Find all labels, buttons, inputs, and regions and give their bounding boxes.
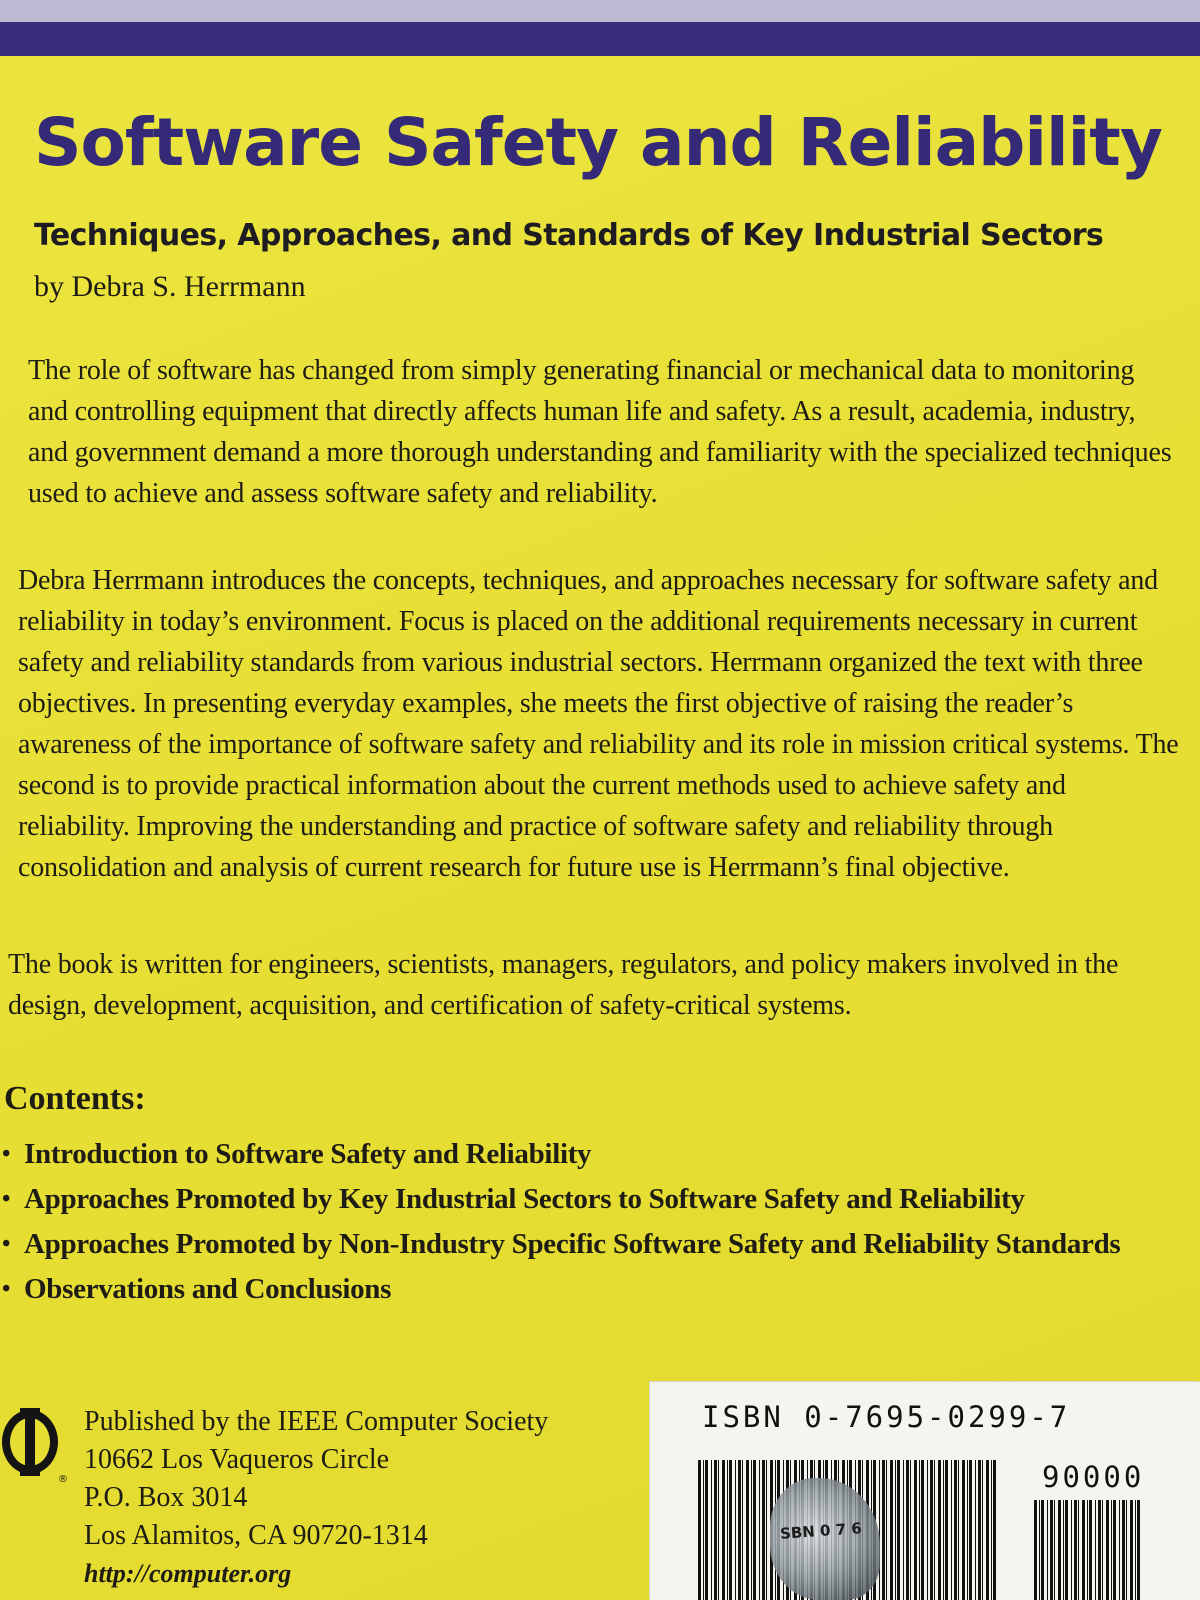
barcode-bar xyxy=(766,1460,767,1600)
description-paragraph-2: Debra Herrmann introduces the concepts, techniques, and approaches necessary for software safety and reliability in today’s environment. Focus is placed on the additional requirements necessary in current safety and reliability standards from various industrial sectors. Herrmann organized the text with three objectives. In presenting everyday examples, she meets the first objective of raising the reader’s awareness of the importance of software safety and reliability and its role in mission critical systems. The second is to provide practical information about the current methods used to achieve safety and reliability. Improving the understanding and practice of software safety and reliability through consolidation and analysis of current research for future use is Herrmann’s final objective. xyxy=(18,565,1179,883)
barcode-bar xyxy=(1135,1500,1136,1600)
list-item xyxy=(0,1222,1120,1267)
ieee-computer-society-logo-icon xyxy=(0,1402,70,1492)
barcode-bar xyxy=(1065,1500,1068,1600)
barcode-bar xyxy=(879,1460,880,1600)
barcode-bar xyxy=(951,1460,952,1600)
barcode-bar xyxy=(1098,1500,1101,1600)
barcode-bar xyxy=(945,1460,948,1600)
barcode-bar xyxy=(910,1460,911,1600)
list-item xyxy=(0,1132,1120,1177)
barcode-bar xyxy=(1071,1500,1072,1600)
barcode-bar xyxy=(897,1460,900,1600)
book-author: by Debra S. Herrmann xyxy=(34,270,306,303)
barcode-bar xyxy=(982,1460,983,1600)
barcode-bar xyxy=(1102,1500,1103,1600)
barcode-bar xyxy=(930,1460,933,1600)
barcode-bar xyxy=(882,1460,885,1600)
barcode-bar xyxy=(703,1460,704,1600)
publisher-po-box: P.O. Box 3014 xyxy=(84,1482,248,1513)
barcode-bar xyxy=(927,1460,928,1600)
description-paragraph-3: The book is written for engineers, scientists, managers, regulators, and policy makers involved in the design, development, acquisition, and certification of safety-critical systems. xyxy=(8,949,1119,1021)
contents-item-label: Introduction to Software Safety and Reliability xyxy=(24,1138,592,1170)
registered-mark: ® xyxy=(58,1474,68,1485)
barcode-bar xyxy=(1089,1500,1092,1600)
barcode-bar xyxy=(921,1460,924,1600)
barcode-bar xyxy=(906,1460,909,1600)
barcode-bar xyxy=(969,1460,972,1600)
barcode-bar xyxy=(978,1460,981,1600)
barcode-bar xyxy=(1078,1500,1079,1600)
barcode-bar xyxy=(975,1460,976,1600)
barcode-bar xyxy=(711,1460,712,1600)
barcode-bar xyxy=(1106,1500,1109,1600)
barcode-bar xyxy=(1054,1500,1055,1600)
barcode-addon-bars xyxy=(1034,1500,1144,1600)
publisher-block xyxy=(84,1403,548,1593)
contents-item-label: Approaches Promoted by Key Industrial Sectors to Software Safety and Reliability xyxy=(24,1183,1025,1215)
barcode-bar xyxy=(1039,1500,1040,1600)
contents-heading: Contents: xyxy=(4,1080,146,1117)
barcode-bar xyxy=(1122,1500,1125,1600)
barcode-bar xyxy=(903,1460,904,1600)
barcode-bar xyxy=(1047,1500,1048,1600)
barcode-bar xyxy=(1119,1500,1120,1600)
barcode-bar xyxy=(705,1460,708,1600)
barcode-bar xyxy=(962,1460,965,1600)
barcode-bar xyxy=(986,1460,989,1600)
barcode-bar xyxy=(934,1460,935,1600)
bullet-icon: • xyxy=(2,1141,11,1167)
barcode-bar xyxy=(714,1460,717,1600)
barcode-bar xyxy=(759,1460,760,1600)
barcode-bar xyxy=(738,1460,741,1600)
damaged-isbn-text: SBN 0 7 6 xyxy=(779,1519,863,1543)
barcode-bar xyxy=(890,1460,893,1600)
barcode-bar xyxy=(954,1460,957,1600)
barcode-bar xyxy=(1095,1500,1096,1600)
barcode-bar xyxy=(1050,1500,1053,1600)
barcode-bar xyxy=(1113,1500,1116,1600)
barcode-bar xyxy=(762,1460,765,1600)
top-color-band xyxy=(0,22,1200,56)
bullet-icon: • xyxy=(2,1186,11,1212)
list-item xyxy=(0,1177,1120,1222)
publisher-street: 10662 Los Vaqueros Circle xyxy=(84,1444,390,1475)
bullet-icon: • xyxy=(2,1231,11,1257)
description-paragraph-1: The role of software has changed from simply generating financial or mechanical data to monitoring and controlling equipment that directly affects human life and safety. As a result, academia, industry, and government demand a more thorough understanding and familiarity with the specialized techniques used to achieve and assess software safety and reliability. xyxy=(28,355,1172,509)
barcode-bar xyxy=(1111,1500,1112,1600)
barcode-bar xyxy=(958,1460,959,1600)
barcode-bar xyxy=(1126,1500,1127,1600)
list-item xyxy=(0,1267,1120,1312)
barcode-bar xyxy=(938,1460,941,1600)
isbn-number: ISBN 0-7695-0299-7 xyxy=(702,1400,1071,1434)
barcode-bar xyxy=(943,1460,944,1600)
barcode-bar xyxy=(735,1460,736,1600)
barcode-bar xyxy=(718,1460,719,1600)
barcode-bar xyxy=(914,1460,917,1600)
barcode-bar xyxy=(746,1460,749,1600)
barcode-bar xyxy=(919,1460,920,1600)
barcode-bar xyxy=(742,1460,743,1600)
barcode-bar xyxy=(722,1460,725,1600)
barcode-bar xyxy=(1058,1500,1061,1600)
barcode-bar xyxy=(727,1460,728,1600)
barcode-bar xyxy=(886,1460,887,1600)
price-code: 90000 xyxy=(1042,1460,1145,1494)
barcode-bar xyxy=(993,1460,996,1600)
top-edge xyxy=(0,0,1200,22)
barcode-bar xyxy=(895,1460,896,1600)
barcode-bar xyxy=(1074,1500,1077,1600)
barcode-bar xyxy=(698,1460,701,1600)
publisher-name: Published by the IEEE Computer Society xyxy=(84,1406,549,1437)
barcode-bar xyxy=(991,1460,992,1600)
barcode-bar xyxy=(1041,1500,1044,1600)
barcode-bar xyxy=(751,1460,752,1600)
barcode-bar xyxy=(967,1460,968,1600)
barcode-bar xyxy=(1082,1500,1085,1600)
barcode-bar xyxy=(729,1460,732,1600)
barcode-bar xyxy=(1130,1500,1133,1600)
contents-list xyxy=(0,1132,1120,1312)
contents-item-label: Observations and Conclusions xyxy=(24,1273,392,1305)
book-title: Software Safety and Reliability xyxy=(34,104,1162,181)
barcode-bar xyxy=(1087,1500,1088,1600)
barcode-bar xyxy=(1034,1500,1037,1600)
barcode-label xyxy=(650,1382,1200,1600)
barcode-bar xyxy=(753,1460,756,1600)
publisher-url: http://computer.org xyxy=(84,1559,292,1588)
bullet-icon: • xyxy=(2,1276,11,1302)
contents-item-label: Approaches Promoted by Non-Industry Specific Software Safety and Reliability Standards xyxy=(24,1228,1121,1260)
book-subtitle: Techniques, Approaches, and Standards of Key Industrial Sectors xyxy=(34,218,1104,253)
barcode-bar xyxy=(1137,1500,1140,1600)
barcode-bar xyxy=(1063,1500,1064,1600)
publisher-city: Los Alamitos, CA 90720-1314 xyxy=(84,1520,428,1551)
